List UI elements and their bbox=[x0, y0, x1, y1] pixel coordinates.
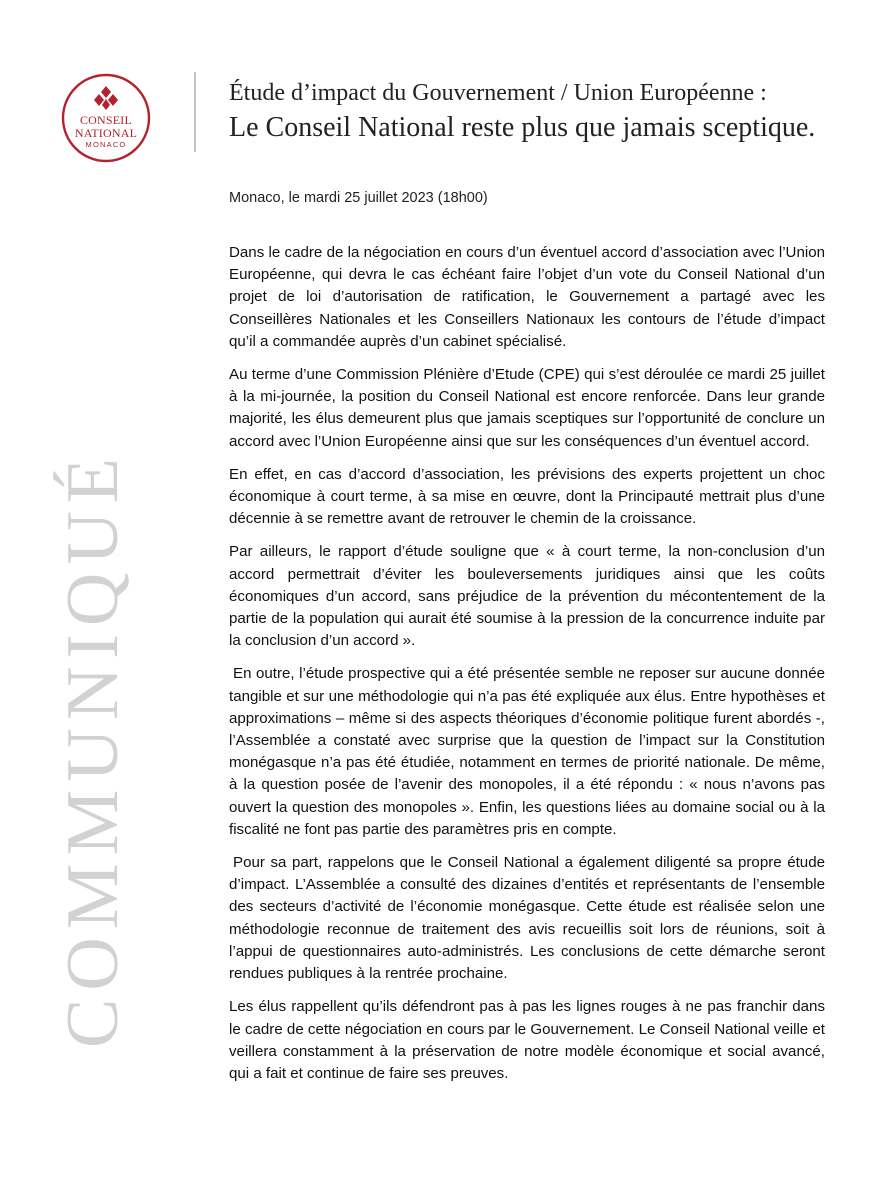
paragraph-7: Les élus rappellent qu’ils défendront pas à pas les lignes rouges à ne pas franchir dans le cadre de cette négociation en cours par le Gouvernement. Le Conseil National veille et veillera constamment à la préservation de notre modèle économique et social avancé, qui a fait et continue de faire ses preuves. bbox=[229, 998, 825, 1082]
logo-text-conseil: CONSEIL bbox=[79, 113, 133, 127]
conseil-national-logo bbox=[60, 72, 152, 164]
paragraph-4: Par ailleurs, le rapport d’étude souligne que « à court terme, la non-conclusion d’un accord permettrait d’éviter les bouleversements juridiques ainsi que les coûts économiques d’un accord, sans préjudice de la prévention du mécontentement de la partie de la population qui aurait été soumise à la pression de la concurrence induite par la conclusion d’un accord ». bbox=[229, 543, 825, 650]
title-headline: Le Conseil National reste plus que jamais sceptique. bbox=[229, 112, 816, 143]
header-divider bbox=[194, 72, 196, 152]
paragraph-3: En effet, en cas d’accord d’association, les prévisions des experts projettent un choc économique à court terme, à sa mise en œuvre, dont la Principauté mettrait plus d’une décennie à se remettre avant de retrouver le chemin de la croissance. bbox=[229, 465, 825, 528]
paragraph-2: Au terme d’une Commission Plénière d’Etude (CPE) qui s’est déroulée ce mardi 25 juillet à la mi-journée, la position du Conseil National est encore renforcée. Dans leur grande majorité, les élus demeurent plus que jamais sceptiques sur l’opportunité de conclure un accord avec l’Union Européenne ainsi que sur les conséquences d’un éventuel accord. bbox=[229, 366, 825, 450]
paragraph-1: Dans le cadre de la négociation en cours d’un éventuel accord d’association avec l’Union Européenne, qui devra le cas échéant faire l’objet d’un vote du Conseil National d’un projet de loi d’autorisation de ratification, le Gouvernement a partagé avec les Conseillères Nationales et les Conseillers Nationaux les contours de l’étude d’impact qu’il a commandée auprès d’un cabinet spécialisé. bbox=[229, 244, 825, 350]
logo-text-monaco: MONACO bbox=[85, 140, 127, 149]
paragraph-6: Pour sa part, rappelons que le Conseil National a également diligenté sa propre étude d’impact. L’Assemblée a consulté des dizaines d’entités et représentants de l’ensemble des secteurs d’activité de l’économie monégasque. Cette étude est réalisée selon une méthodologie reconnue de traitement des avis recueillis soit lors de réunions, soit à l’appui de questionnaires auto-administrés. Les conclusions de cette démarche seront rendues publiques à la rentrée prochaine. bbox=[229, 854, 825, 983]
logo-text-national: NATIONAL bbox=[74, 126, 138, 140]
paragraph-5: En outre, l’étude prospective qui a été présentée semble ne reposer sur aucune donnée tangible et sur une méthodologie qui n’a pas été expliquée aux élus. Entre hypothèses et approximations – même si des aspects théoriques d’économie politique furent abordés -, l’Assemblée a constaté avec surprise que la question de l’impact sur la Constitution monégasque n’a pas été étudiée, notamment en termes de priorité nationale. De même, à la question posée de l’avenir des monopoles, il a été répondu : « nous n’avons pas ouvert la question des monopoles ». Enfin, les questions liées au domaine social ou à la fiscalité ne font pas partie des paramètres pris en compte. bbox=[229, 665, 825, 838]
heraldic-lozenges-icon bbox=[94, 86, 118, 110]
title-subject: Étude d’impact du Gouvernement / Union Européenne : bbox=[229, 80, 767, 106]
communique-side-label: COMMUNIQUÉ bbox=[52, 450, 134, 1048]
press-release-body bbox=[229, 242, 825, 1096]
dateline: Monaco, le mardi 25 juillet 2023 (18h00) bbox=[229, 190, 488, 206]
